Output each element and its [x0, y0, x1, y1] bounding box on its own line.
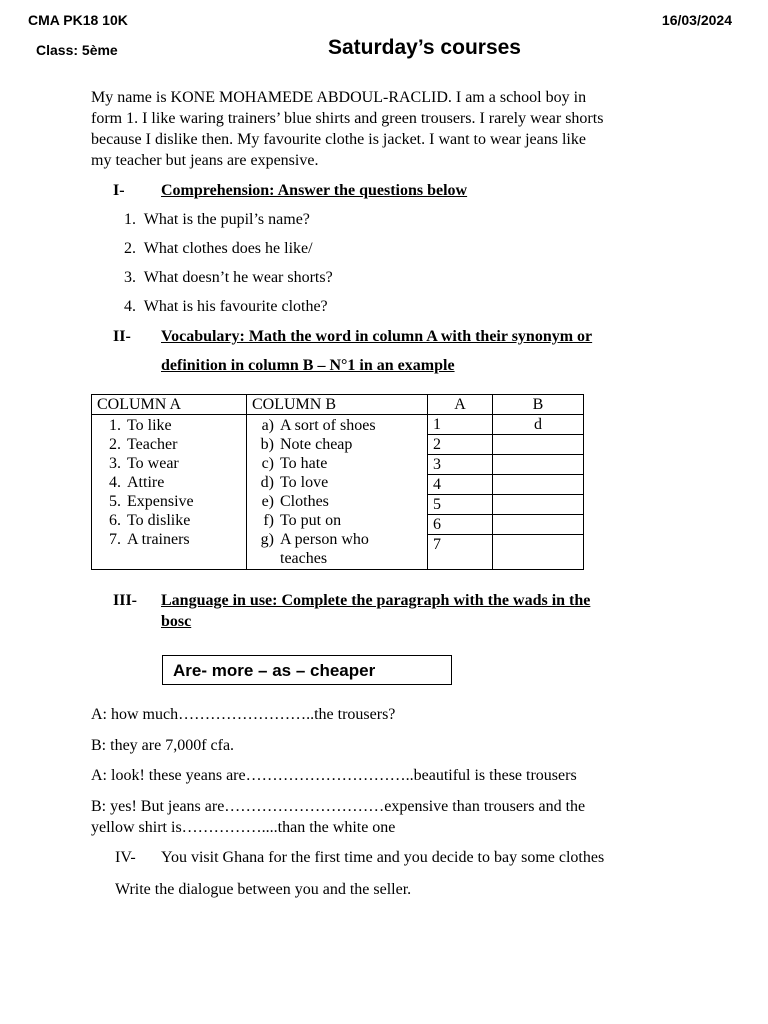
list-item: f) To put on [263, 512, 342, 529]
list-item: 2. Teacher [109, 436, 178, 453]
word-box-text: Are- more – as – cheaper [173, 661, 376, 680]
answer-a-cell[interactable]: 1 [428, 415, 493, 435]
answer-a-cell[interactable]: 6 [428, 515, 493, 535]
answer-a-cell[interactable]: 5 [428, 495, 493, 515]
intro-line: my teacher but jeans are expensive. [91, 152, 319, 169]
answer-a-cell[interactable]: 7 [428, 535, 493, 570]
section-2-number: II- [113, 328, 131, 345]
answer-b-cell[interactable] [493, 475, 584, 495]
section-1-number: I- [113, 182, 125, 199]
list-item: 4. Attire [109, 474, 165, 491]
header-column-a: COLUMN A [92, 395, 247, 415]
question-text: What is the pupil’s name? [143, 211, 310, 228]
question-item [124, 298, 328, 316]
class-label: Class: 5ème [36, 42, 118, 58]
section-2-title-line2: definition in column B – N°1 in an example [161, 357, 455, 374]
answer-b-cell[interactable] [493, 435, 584, 455]
section-4-text: You visit Ghana for the first time and you decide to bay some clothes [161, 849, 605, 866]
answer-b-cell[interactable] [493, 535, 584, 570]
question-text: What doesn’t he wear shorts? [143, 269, 333, 286]
dialogue-line: B: yes! But jeans are…………………………expensive than trousers and the [91, 798, 586, 815]
list-item: 5. Expensive [109, 493, 194, 510]
list-item: 6. To dislike [109, 512, 191, 529]
intro-paragraph [91, 87, 691, 171]
school-code: CMA PK18 10K [28, 12, 128, 28]
section-2-title-line1: Vocabulary: Math the word in column A with their synonym or [161, 328, 593, 345]
answer-a-cell[interactable]: 3 [428, 455, 493, 475]
intro-line: My name is KONE MOHAMEDE ABDOUL-RACLID. I am a school boy in [91, 89, 587, 106]
table-row [92, 415, 584, 435]
section-4-instruction: Write the dialogue between you and the seller. [115, 881, 412, 898]
question-number: 3. [124, 269, 136, 286]
section-4-number: IV- [115, 849, 136, 866]
answer-a-cell[interactable]: 4 [428, 475, 493, 495]
list-item: g) A person who teaches [260, 531, 369, 567]
list-item: b) Note cheap [260, 436, 353, 453]
section-3-number: III- [113, 592, 138, 609]
column-b-list [247, 415, 428, 570]
table-header-row [92, 395, 584, 415]
intro-line: form 1. I like waring trainers’ blue shirts and green trousers. I rarely wear shorts [91, 110, 604, 127]
page-title: Saturday’s courses [328, 36, 521, 59]
header-answer-b: B [493, 395, 584, 415]
question-text: What is his favourite clothe? [143, 298, 328, 315]
question-number: 4. [124, 298, 136, 315]
question-item [124, 211, 310, 229]
vocabulary-table [91, 394, 584, 570]
column-a-list [92, 415, 247, 570]
answer-b-cell[interactable] [493, 515, 584, 535]
section-1-title: Comprehension: Answer the questions below [161, 182, 468, 199]
answer-b-cell[interactable] [493, 495, 584, 515]
list-item: 3. To wear [109, 455, 179, 472]
question-text: What clothes does he like/ [143, 240, 313, 257]
list-item: 1. To like [109, 417, 172, 434]
section-3-title-line1: Language in use: Complete the paragraph with the wads in the [161, 592, 591, 609]
answer-a-cell[interactable]: 2 [428, 435, 493, 455]
list-item: 7. A trainers [109, 531, 190, 548]
dialogue-line: B: they are 7,000f cfa. [91, 737, 235, 754]
intro-line: because I dislike then. My favourite clothe is jacket. I want to wear jeans like [91, 131, 586, 148]
question-number: 1. [124, 211, 136, 228]
dialogue-line: A: how much……………………..the trousers? [91, 706, 396, 723]
list-item: d) To love [260, 474, 329, 491]
header-answer-a: A [428, 395, 493, 415]
answer-b-cell[interactable] [493, 455, 584, 475]
question-item [124, 269, 333, 287]
question-item [124, 240, 313, 258]
list-item: a) A sort of shoes [261, 417, 376, 434]
question-number: 2. [124, 240, 136, 257]
answer-b-cell[interactable]: d [493, 415, 584, 435]
header-column-b: COLUMN B [247, 395, 428, 415]
list-item: c) To hate [261, 455, 328, 472]
word-box [162, 655, 452, 685]
section-3-title-line2: bosc [161, 613, 192, 630]
dialogue-line: A: look! these yeans are…………………………..beautiful is these trousers [91, 767, 577, 784]
dialogue-line: yellow shirt is……………....than the white one [91, 819, 396, 836]
list-item: e) Clothes [261, 493, 329, 510]
date: 16/03/2024 [661, 12, 732, 28]
